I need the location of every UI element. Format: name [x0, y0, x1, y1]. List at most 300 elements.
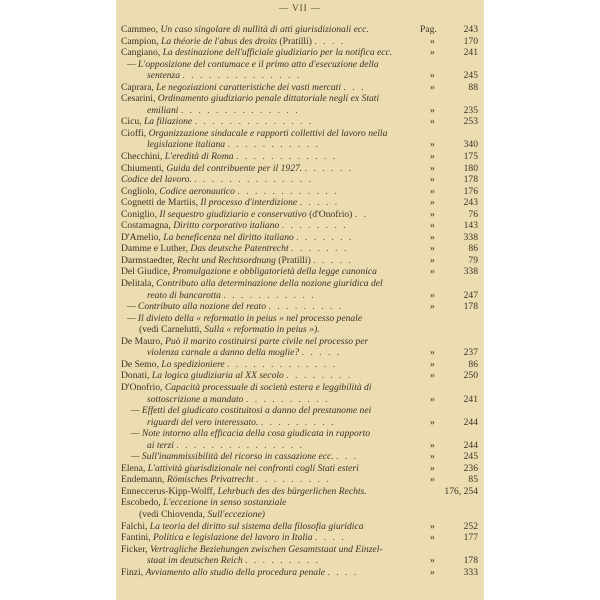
- page-prefix: »: [430, 347, 435, 359]
- page-prefix: »: [430, 35, 435, 47]
- page-ref: [420, 70, 478, 82]
- page-number: 243: [463, 24, 478, 35]
- leader-dots: . . . . . . .: [296, 231, 354, 243]
- index-entry: [121, 105, 478, 117]
- entry-author: (vedi Chiovenda,: [139, 508, 206, 520]
- page-number: 241: [463, 47, 478, 59]
- entry-title: Le negoziazioni caratteristiche dei vasti mercati: [156, 81, 342, 93]
- page-ref: [420, 105, 478, 117]
- index-entry: [121, 313, 478, 325]
- entry-text: [121, 521, 364, 533]
- page-number: 76: [468, 208, 478, 220]
- page-number: 178: [463, 555, 478, 567]
- entry-title: La théorie de l'abus des droits: [160, 35, 278, 47]
- leader-dots: . . . . .: [299, 197, 340, 209]
- page-number: 178: [463, 174, 478, 186]
- index-entry: [121, 139, 478, 151]
- entry-text: [127, 59, 379, 71]
- entry-title: Guida del contribuente per il 1927.: [166, 162, 303, 174]
- index-entry: [121, 532, 478, 544]
- entry-author: Cesarini,: [121, 93, 156, 105]
- leader-dots: . . . .: [314, 35, 346, 47]
- leader-dots: . . . . . . . .: [286, 370, 353, 382]
- leader-dots: . . . . . . . .: [281, 220, 348, 232]
- entry-text: [121, 370, 352, 382]
- leader-dots: . . . .: [314, 532, 346, 544]
- page-prefix: »: [430, 532, 435, 544]
- entry-title: staat im deutschen Reich: [147, 555, 243, 567]
- entry-text: [121, 532, 346, 544]
- entry-author: Cicu,: [121, 116, 142, 128]
- page-prefix: »: [430, 555, 435, 567]
- leader-dots: . . . . . . . . . . .: [223, 289, 316, 301]
- entry-author: (vedi Carnelutti,: [139, 324, 202, 336]
- leader-dots: . . .: [343, 81, 366, 93]
- entry-author: D'Amelio,: [121, 231, 161, 243]
- page-prefix: »: [430, 220, 435, 232]
- page-prefix: [420, 486, 430, 498]
- entry-author: Coniglio,: [121, 208, 157, 220]
- page-number: 244: [463, 416, 478, 428]
- index-entry: [121, 567, 478, 579]
- index-entry: [121, 544, 478, 556]
- entry-title: Avviamento allo studio della procedura penale: [145, 566, 326, 578]
- page-ref: [420, 116, 478, 128]
- entry-author: Checchini,: [121, 151, 163, 163]
- index-entry: [121, 463, 478, 475]
- page-number: 86: [468, 358, 478, 370]
- page-ref: [420, 370, 478, 382]
- entry-title: Il sequestro giudiziario e conservativo: [159, 208, 307, 220]
- entry-text: [147, 105, 300, 117]
- entry-text: [147, 290, 316, 302]
- page-number: 79: [468, 254, 478, 266]
- page-prefix: »: [430, 151, 435, 163]
- leader-dots: . . . . . . . . .: [256, 474, 331, 486]
- leader-dots: . . . . . . . . . . . . . . .: [176, 439, 304, 451]
- entry-text: [121, 278, 383, 290]
- entry-text: [121, 497, 286, 509]
- entry-text: [147, 70, 301, 82]
- entry-author: Campion,: [121, 35, 159, 47]
- entry-author: De Mauro,: [121, 335, 163, 347]
- page-ref: [420, 24, 478, 36]
- index-entry: [121, 59, 478, 71]
- entry-title: Promulgazione e obbligatorietà della legge canonica: [172, 266, 377, 278]
- entry-author: De Semo,: [121, 358, 159, 370]
- page-ref: [420, 36, 478, 48]
- index-entry: [121, 197, 478, 209]
- page-ref: [420, 255, 478, 267]
- index-entry: [121, 347, 478, 359]
- entry-title: Vertragliche Beziehungen zwischen Gesamtstaat und Einzel-: [149, 543, 383, 555]
- leader-dots: . . . . . . . . .: [245, 555, 320, 567]
- index-entry: [121, 24, 478, 36]
- page-number: 86: [468, 243, 478, 255]
- entry-title: Römisches Privatrecht: [166, 474, 254, 486]
- page-ref: [420, 301, 478, 313]
- entry-author: Elena,: [121, 462, 146, 474]
- page-ref: [420, 417, 478, 429]
- entry-title: — Il divieto della « reformatio in peius » nel processo penale: [127, 312, 363, 324]
- entry-text: [147, 139, 320, 151]
- page-number: 243: [463, 197, 478, 209]
- entry-title: Codice del lavoro.: [121, 174, 192, 186]
- entry-text: [121, 93, 379, 105]
- page-ref: [420, 209, 478, 221]
- page-number: 338: [463, 231, 478, 243]
- page-number: 333: [463, 566, 478, 578]
- entry-text: [121, 463, 359, 475]
- page-ref: [420, 521, 478, 533]
- entry-text: [121, 174, 313, 186]
- entry-author: Escobedo,: [121, 497, 161, 509]
- index-entry: [121, 163, 478, 175]
- index-entry: [121, 209, 478, 221]
- page-prefix: »: [430, 462, 435, 474]
- page-prefix: »: [430, 370, 435, 382]
- page-number: 235: [463, 104, 478, 116]
- entry-author: Endemann,: [121, 474, 165, 486]
- index-entry: [121, 243, 478, 255]
- index-entry: [121, 151, 478, 163]
- entry-title: legislazione italiana: [147, 139, 226, 151]
- entry-text: [127, 301, 343, 313]
- entry-title: Capacità processuale di società estera e leggibilità di: [164, 381, 372, 393]
- entry-author: Darmstaedter,: [121, 254, 175, 266]
- entry-text: [147, 347, 341, 359]
- entry-title: L'attività giurisdizionale nei confronti cogli Stati esteri: [147, 462, 359, 474]
- entry-text: [121, 36, 345, 48]
- page-ref: [420, 359, 478, 371]
- entry-title: sottoscrizione a mandato: [147, 393, 244, 405]
- index-entry: [121, 451, 478, 463]
- entry-author: Falchi,: [121, 520, 148, 532]
- index-entry: [121, 93, 478, 105]
- entry-title: Codice aeronautico: [159, 185, 235, 197]
- page-prefix: »: [430, 358, 435, 370]
- entry-title: — L'opposizione del contumace e il primo atto d'esecuzione della: [127, 58, 379, 70]
- entry-text: [121, 82, 365, 94]
- page-ref: [420, 266, 478, 278]
- index-entry: [121, 220, 478, 232]
- page-ref: [420, 47, 478, 59]
- leader-dots: . . . . . . . . . . . . . .: [180, 104, 300, 116]
- entry-title: sentenza: [147, 70, 181, 82]
- page-ref: [420, 463, 478, 475]
- page-number: 175: [463, 151, 478, 163]
- page-number: 85: [468, 474, 478, 486]
- page-ref: [420, 232, 478, 244]
- leader-dots: . .: [354, 208, 368, 220]
- leader-dots: . . . . . . . . . . . . .: [227, 358, 337, 370]
- index-entry: [121, 394, 478, 406]
- index-entry: [121, 116, 478, 128]
- entry-title: Politica e legislazione del lavoro in Italia: [153, 532, 313, 544]
- leader-dots: . . . .: [327, 566, 359, 578]
- page-ref: [420, 532, 478, 544]
- entry-text: [121, 486, 367, 498]
- entry-title: La filiazione: [143, 116, 193, 128]
- entry-author: Caprara,: [121, 81, 154, 93]
- entry-text: [121, 567, 358, 579]
- entry-title: Recht und Rechtsordnung: [177, 254, 276, 266]
- index-entry: [121, 47, 478, 59]
- entry-text: [121, 336, 368, 348]
- entry-text: [139, 509, 265, 521]
- index-entry: [121, 186, 478, 198]
- entry-text: [121, 197, 339, 209]
- leader-dots: . . . . . . . . . . . . . .: [194, 174, 313, 186]
- index-entry: [121, 36, 478, 48]
- page-ref: [420, 555, 478, 567]
- index-entry: [121, 359, 478, 371]
- index-entry: [121, 521, 478, 533]
- entry-text: [121, 128, 387, 140]
- index-entry: [121, 290, 478, 302]
- entry-text: [121, 232, 353, 244]
- entry-author: Chiumenti,: [121, 162, 164, 174]
- page-number: 176: [463, 185, 478, 197]
- page-number: 177: [463, 532, 478, 544]
- index-entry: [121, 336, 478, 348]
- page-ref: [420, 151, 478, 163]
- leader-dots: . . . . . . . . . . . . . .: [194, 116, 314, 128]
- index-entry: [121, 555, 478, 567]
- entry-author: Ficker,: [121, 543, 148, 555]
- entry-title: La logica giudiziaria al XX secolo: [151, 370, 284, 382]
- entry-title: Un caso singolare di nullità di atti giurisdizionali ecc.: [160, 24, 369, 35]
- index-entry: [121, 278, 478, 290]
- page-ref: [420, 394, 478, 406]
- leader-dots: . . . . . .: [304, 162, 354, 174]
- leader-dots: . . . . . . . . . . . .: [237, 185, 339, 197]
- page-ref: [420, 440, 478, 452]
- page-ref: [420, 474, 478, 486]
- index-entry: [121, 128, 478, 140]
- leader-dots: . . . . . . . . . . . .: [235, 151, 338, 163]
- page-prefix: »: [430, 139, 435, 151]
- leader-dots: . . . . .: [301, 347, 342, 359]
- entry-text: [121, 266, 377, 278]
- entry-title: Organizzazione sindacale e rapporti collettivi del lavoro nella: [148, 127, 388, 139]
- entry-title: La destinazione dell'ufficiale giudiziario per la notifica ecc.: [162, 47, 393, 59]
- page-prefix: »: [430, 566, 435, 578]
- entry-author: Finzi,: [121, 566, 144, 578]
- entry-text: [147, 555, 320, 567]
- entry-title: — Sull'inammissibilità del ricorso in cassazione ecc.: [131, 451, 334, 463]
- entry-author: Cammeo,: [121, 24, 159, 35]
- page-number: 340: [463, 139, 478, 151]
- entry-title: riguardi del vero interessato.: [147, 416, 259, 428]
- index-entry: [121, 82, 478, 94]
- page-prefix: »: [430, 70, 435, 82]
- page-ref: [420, 186, 478, 198]
- entry-title: L'eccezione in senso sostanziale: [163, 497, 287, 509]
- entry-author: Cognetti de Martiis,: [121, 197, 199, 209]
- entry-title: reato di bancarotta: [147, 289, 221, 301]
- entry-note: (Pratilli): [279, 35, 312, 47]
- page-ref: [420, 243, 478, 255]
- entry-text: [131, 428, 370, 440]
- leader-dots: . . . . . . . . .: [268, 301, 344, 313]
- entry-author: Cogliolo,: [121, 185, 157, 197]
- index-entries: [121, 24, 478, 578]
- page-prefix: »: [430, 289, 435, 301]
- entry-text: [121, 209, 368, 221]
- page-prefix: »: [430, 174, 435, 186]
- entry-title: violenza carnale a danno della moglie?: [147, 347, 300, 359]
- leader-dots: . . . . . . . . . .: [245, 393, 330, 405]
- page-ref: [420, 486, 478, 498]
- page-number: 88: [468, 81, 478, 93]
- entry-text: [121, 243, 348, 255]
- page-number: 178: [463, 301, 478, 313]
- index-entry: [121, 405, 478, 417]
- page-ref: [420, 290, 478, 302]
- entry-title: Contributo alla determinazione della nozione giuridica del: [156, 278, 383, 290]
- entry-title: Sull'eccezione): [207, 508, 265, 520]
- leader-dots: . . .: [336, 451, 359, 463]
- page-prefix: »: [430, 231, 435, 243]
- page-prefix: »: [430, 266, 435, 278]
- entry-text: [147, 417, 336, 429]
- entry-title: emiliani: [147, 104, 179, 116]
- entry-title: ai terzi: [147, 439, 174, 451]
- entry-author: Donati,: [121, 370, 150, 382]
- page-prefix: »: [430, 104, 435, 116]
- page-prefix: »: [430, 254, 435, 266]
- index-entry: [121, 301, 478, 313]
- entry-author: Enneccerus-Kipp-Wolff,: [121, 485, 216, 497]
- entry-title: La beneficenza nel diritto italiano: [163, 231, 294, 243]
- leader-dots: . . . . . . . . .: [260, 416, 336, 428]
- entry-author: Cangiano,: [121, 47, 161, 59]
- entry-text: [147, 394, 329, 406]
- entry-text: [131, 405, 371, 417]
- page-prefix: »: [430, 416, 435, 428]
- entry-text: [127, 313, 362, 325]
- page-ref: [420, 163, 478, 175]
- page-number: 237: [463, 347, 478, 359]
- page-number: 245: [463, 451, 478, 463]
- entry-text: [121, 544, 383, 556]
- entry-note: (d'Onofrio): [309, 208, 353, 220]
- page-ref: [420, 82, 478, 94]
- entry-title: Lehrbuch des des bürgerlichen Rechts.: [217, 485, 367, 497]
- entry-text: [121, 382, 372, 394]
- page-number: 247: [463, 289, 478, 301]
- page-prefix: »: [430, 197, 435, 209]
- index-entry: [121, 255, 478, 267]
- index-entry: [121, 428, 478, 440]
- page-number: 253: [463, 116, 478, 128]
- leader-dots: . . . . . . . . . . . . . .: [182, 70, 302, 82]
- page-prefix: »: [430, 185, 435, 197]
- page-ref: [420, 174, 478, 186]
- index-entry: [121, 474, 478, 486]
- page-prefix: »: [430, 162, 435, 174]
- entry-title: Sulla « reformatio in peius »).: [204, 324, 320, 336]
- page-number: 180: [463, 162, 478, 174]
- entry-author: D'Onofrio,: [121, 381, 163, 393]
- index-entry: [121, 497, 478, 509]
- entry-text: [121, 24, 369, 36]
- entry-note: (Pratilli): [278, 254, 311, 266]
- page-number: 241: [463, 393, 478, 405]
- entry-text: [131, 451, 358, 463]
- index-entry: [121, 382, 478, 394]
- entry-text: [121, 151, 337, 163]
- entry-text: [121, 186, 339, 198]
- index-entry: [121, 417, 478, 429]
- index-entry: [121, 174, 478, 186]
- page-prefix: Pag.: [420, 24, 437, 35]
- entry-author: Del Giudice,: [121, 266, 171, 278]
- entry-title: — Note intorno alla efficacia della cosa giudicata in rapporto: [131, 428, 371, 440]
- entry-title: — Contributo alla nozione del reato: [127, 301, 267, 313]
- page-ref: [420, 451, 478, 463]
- entry-text: [121, 255, 353, 267]
- page-prefix: »: [430, 451, 435, 463]
- page-ref: [420, 139, 478, 151]
- leader-dots: . . . . . . .: [291, 243, 349, 255]
- entry-text: [121, 474, 331, 486]
- index-entry: [121, 70, 478, 82]
- entry-author: Costamagna,: [121, 220, 171, 232]
- entry-title: Lo spedizioniere: [161, 358, 225, 370]
- entry-author: Fantini,: [121, 532, 151, 544]
- page-header: — VII —: [279, 3, 321, 13]
- entry-title: Das deutsche Patentrecht: [190, 243, 289, 255]
- entry-title: Può il marito costituirsi parte civile nel processo per: [164, 335, 369, 347]
- page-number: 252: [463, 520, 478, 532]
- index-entry: [121, 509, 478, 521]
- entry-text: [121, 116, 313, 128]
- page-prefix: »: [430, 301, 435, 313]
- page-prefix: »: [430, 81, 435, 93]
- page-prefix: »: [430, 520, 435, 532]
- entry-text: [121, 220, 348, 232]
- entry-author: Damme e Luther,: [121, 243, 189, 255]
- entry-author: Cioffi,: [121, 127, 147, 139]
- index-entry: [121, 370, 478, 382]
- page-ref: [420, 220, 478, 232]
- entry-text: [147, 440, 304, 452]
- page-number: 143: [463, 220, 478, 232]
- entry-text: [121, 359, 337, 371]
- page-prefix: »: [430, 47, 435, 59]
- page-prefix: »: [430, 439, 435, 451]
- index-entry: [121, 324, 478, 336]
- entry-title: L'eredità di Roma: [164, 151, 234, 163]
- page-number: 176, 254: [444, 485, 478, 497]
- entry-title: La teoria del diritto sul sistema della filosofia giuridica: [149, 520, 364, 532]
- entry-author: Delitala,: [121, 278, 154, 290]
- page-prefix: »: [430, 116, 435, 128]
- page-number: 338: [463, 266, 478, 278]
- entry-title: Diritto corporativo italiano: [173, 220, 280, 232]
- page-ref: [420, 347, 478, 359]
- page-prefix: »: [430, 243, 435, 255]
- book-page: [116, 0, 484, 600]
- entry-text: [121, 47, 392, 59]
- page-prefix: »: [430, 208, 435, 220]
- page-number: 244: [463, 439, 478, 451]
- page-number: 250: [463, 370, 478, 382]
- index-entry: [121, 486, 478, 498]
- page-number: 245: [463, 70, 478, 82]
